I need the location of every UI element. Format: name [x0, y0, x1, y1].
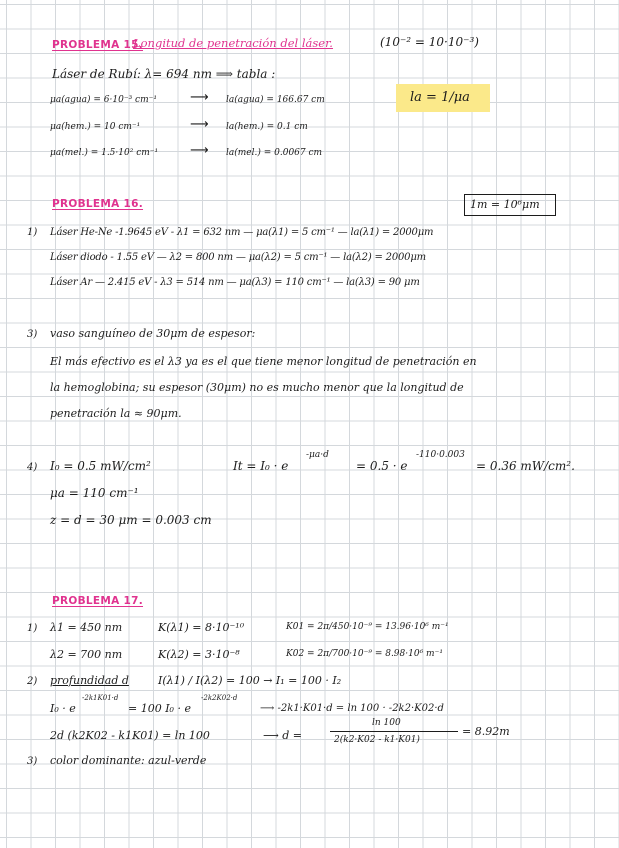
p16-item4-exp2: -110·0.003	[416, 450, 465, 460]
p16-item4-z: z = d = 30 μm = 0.003 cm	[50, 513, 212, 527]
p15-mel-left: μa(mel.) = 1.5·10² cm⁻¹	[50, 148, 159, 158]
p16-item4-i0: I₀ = 0.5 mW/cm²	[50, 459, 151, 473]
p17-item3-number: 3)	[27, 756, 38, 767]
p17-item2-ratio: I(λ1) / I(λ2) = 100 → I₁ = 100 · I₂	[158, 674, 342, 687]
p16-line1: Láser He-Ne -1.9645 eV - λ1 = 632 nm — μa(λ1) = 5 cm⁻¹ — la(λ1) = 2000μm	[50, 227, 434, 238]
arrow-icon: ⟶	[190, 90, 209, 105]
arrow-icon: ⟶	[190, 117, 209, 132]
p16-box-text: 1m = 10⁶μm	[470, 198, 540, 211]
p17-item2-eq-a: I₀ · e	[50, 702, 76, 715]
p17-item2-head: profundidad d	[50, 674, 129, 687]
p16-title: PROBLEMA 16.	[52, 198, 144, 210]
p17-item2-number: 2)	[27, 676, 38, 687]
p17-item2-numerator: ln 100	[372, 718, 401, 728]
p16-item3-number: 3)	[27, 329, 38, 340]
p16-item4-result: = 0.36 mW/cm².	[476, 459, 575, 473]
p15-hem-right: la(hem.) = 0.1 cm	[226, 122, 308, 132]
p17-item2-eq-b-exp: -2k2K02·d	[201, 694, 238, 702]
p17-item2-eq-a-exp: -2k1K01·d	[82, 694, 119, 702]
p17-lambda1: λ1 = 450 nm	[50, 621, 123, 634]
p15-line1: Láser de Rubí: λ= 694 nm ⟹ tabla :	[52, 67, 276, 81]
p16-item4-mua: μa = 110 cm⁻¹	[50, 486, 139, 500]
p17-item3-text: color dominante: azul-verde	[50, 754, 207, 767]
p16-item3-p2: la hemoglobina; su espesor (30μm) no es mucho menor que la longitud de	[50, 381, 464, 394]
p17-item2-result: = 8.92m	[462, 725, 510, 738]
fraction-bar	[330, 731, 458, 732]
p16-item3-head: vaso sanguíneo de 30μm de espesor:	[50, 327, 256, 340]
p17-item1-number: 1)	[27, 623, 38, 634]
p16-item1-number: 1)	[27, 227, 38, 238]
p17-item2-denominator: 2(k2·K02 - k1·K01)	[334, 735, 420, 745]
p16-item4-mid: = 0.5 · e	[356, 459, 408, 473]
arrow-icon: ⟶	[190, 143, 209, 158]
p17-k2: K(λ2) = 3·10⁻⁸	[158, 648, 240, 661]
p16-item3-p1: El más efectivo es el λ3 ya es el que tiene menor longitud de penetración en	[50, 355, 477, 368]
p15-agua-left: μa(agua) = 6·10⁻³ cm⁻¹	[50, 95, 157, 105]
p15-note: (10⁻² = 10·10⁻³)	[380, 35, 479, 49]
p17-item2-d1: 2d (k2K02 - k1K01) = ln 100	[50, 729, 210, 742]
p16-item4-number: 4)	[27, 462, 38, 473]
p16-line3: Láser Ar — 2.415 eV - λ3 = 514 nm — μa(λ3) = 110 cm⁻¹ — la(λ3) = 90 μm	[50, 277, 420, 288]
p15-mel-right: la(mel.) = 0.0067 cm	[226, 148, 323, 158]
p17-k02: K02 = 2π/700·10⁻⁹ = 8.98·10⁶ m⁻¹	[286, 649, 443, 659]
p17-k1: K(λ1) = 8·10⁻¹⁰	[158, 621, 245, 634]
p15-title: PROBLEMA 15.	[52, 39, 144, 51]
p16-item3-p3: penetración la ≈ 90μm.	[50, 407, 182, 420]
p17-item2-eq-c: ⟶ -2k1·K01·d = ln 100 · -2k2·K02·d	[260, 703, 444, 714]
p17-item2-d2: ⟶ d =	[263, 729, 303, 742]
p16-item4-it: It = I₀ · e	[233, 459, 289, 473]
p17-lambda2: λ2 = 700 nm	[50, 648, 123, 661]
p16-item4-exp1: -μa·d	[306, 450, 329, 460]
p15-agua-right: la(agua) = 166.67 cm	[226, 95, 325, 105]
p17-k01: K01 = 2π/450·10⁻⁹ = 13.96·10⁶ m⁻¹	[286, 622, 449, 632]
p15-subtitle: Longitud de penetración del láser.	[133, 36, 333, 50]
p17-item2-eq-b: = 100 I₀ · e	[128, 702, 191, 715]
p17-title: PROBLEMA 17.	[52, 595, 144, 607]
p15-formula: la = 1/μa	[410, 90, 470, 105]
p16-line2: Láser diodo - 1.55 eV — λ2 = 800 nm — μa(λ2) = 5 cm⁻¹ — la(λ2) = 2000μm	[50, 252, 426, 263]
p15-hem-left: μa(hem.) = 10 cm⁻¹	[50, 122, 141, 132]
